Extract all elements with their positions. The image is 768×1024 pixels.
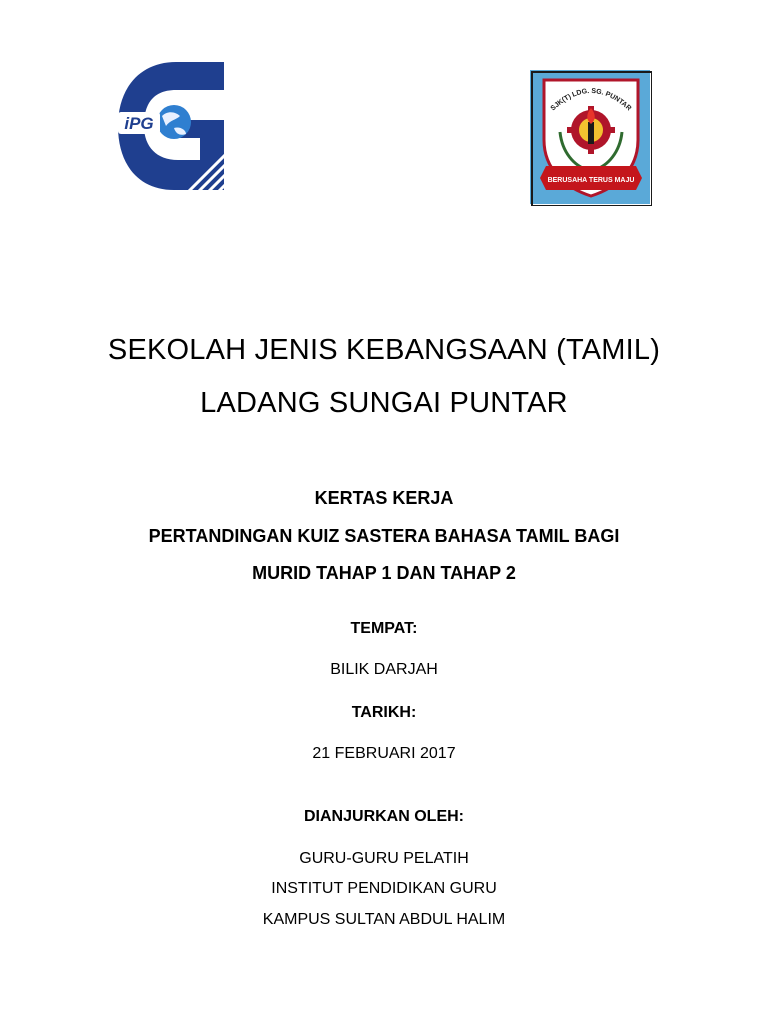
organizer-label: DIANJURKAN OLEH: [304, 808, 464, 825]
ipg-logo-text: iPG [124, 114, 154, 133]
organizer-line3: KAMPUS SULTAN ABDUL HALIM [262, 911, 506, 928]
crest-top-text: SJK(T) LDG. SG. PUNTAR [549, 87, 633, 113]
ipg-logo [116, 60, 228, 192]
paper-title-line1: PERTANDINGAN KUIZ SASTERA BAHASA TAMIL BAGI [148, 526, 620, 546]
organizer-line1: GURU-GURU PELATIH [299, 850, 469, 867]
date-value: 21 FEBRUARI 2017 [312, 745, 456, 762]
venue-value: BILIK DARJAH [330, 661, 438, 678]
paper-type: KERTAS KERJA [314, 488, 454, 508]
organizer-line2: INSTITUT PENDIDIKAN GURU [271, 880, 497, 897]
paper-title-line2: MURID TAHAP 1 DAN TAHAP 2 [252, 563, 516, 583]
venue-label: TEMPAT: [350, 620, 418, 637]
school-crest [530, 70, 652, 206]
school-name-line1: SEKOLAH JENIS KEBANGSAAN (TAMIL) [107, 334, 661, 366]
crest-ribbon-text: BERUSAHA TERUS MAJU [547, 177, 635, 184]
school-name-line2: LADANG SUNGAI PUNTAR [200, 387, 568, 419]
date-label: TARIKH: [351, 704, 417, 721]
